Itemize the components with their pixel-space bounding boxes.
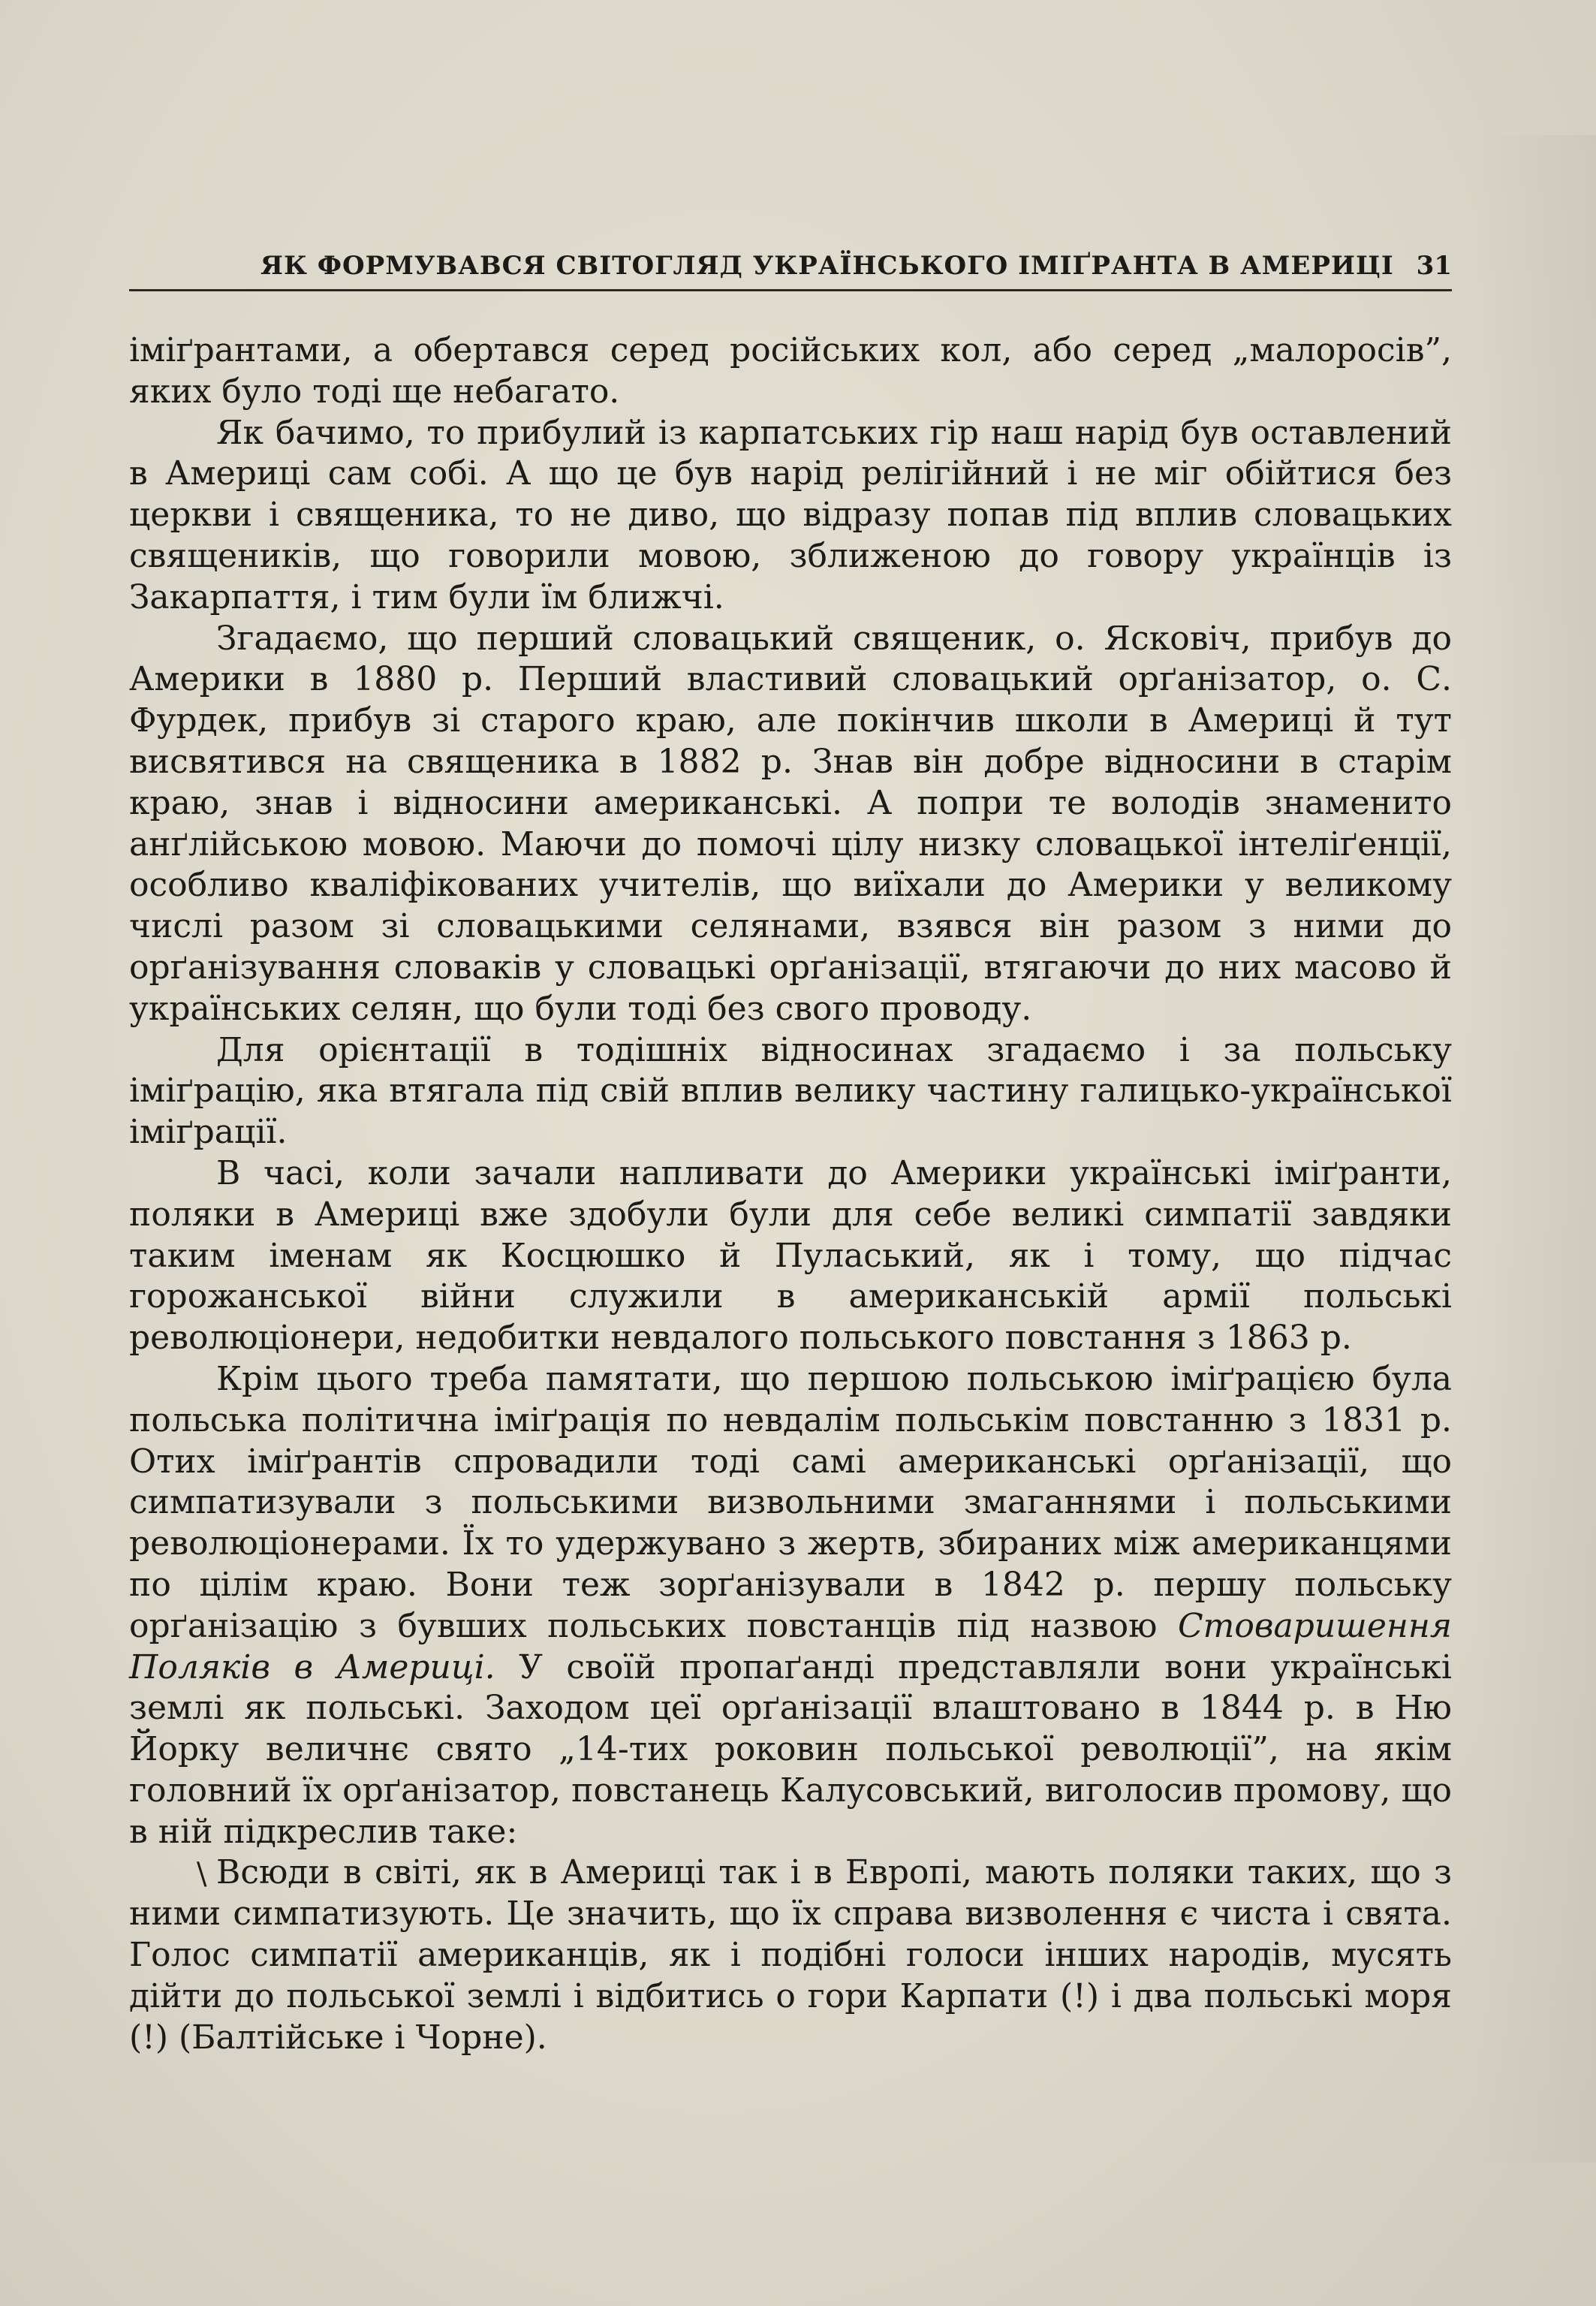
running-title: ЯК ФОРМУВАВСЯ СВІТОГЛЯД УКРАЇНСЬКОГО ІМІҐРАНТА В АМЕРИЦІ	[260, 251, 1394, 281]
paragraph-6-start: Крім цього треба памятати, що першою польською іміґрацією була польська політична іміґрація по невдалім польськім повстанню з 1831 р. Отих іміґрантів спровадили тоді самі американські орґанізації, що симпатизували з польськими визвольними змаганнями і польськими революціонерами. Їх то удержувано з жертв, збираних між американцями по цілім краю. Вони теж зорґанізували в 1842 р. першу польську орґанізацію з бувших польських повстанців під назвою	[129, 1359, 1452, 1645]
header-rule	[129, 289, 1452, 291]
page-number: 31	[1416, 251, 1452, 281]
paragraph-5: В часі, коли зачали напливати до Америки українські іміґранти, поляки в Америці вже здобули були для себе великі симпатії завдяки таким іменам як Косцюшко й Пуласький, як і тому, що підчас горожанської війни служили в американській армії польські революціонери, недобитки невдалого польського повстання з 1863 р.	[129, 1153, 1452, 1358]
quotation-text: Всюди в світі, як в Америці так і в Европі, мають поляки таких, що з ними симпатизують. Це значить, що їх справа визволення є чиста і свята. Голос симпатії американців, як і подібні голоси інших народів, мусять дійти до польської землі і відбитись о гори Карпати (!) і два польські моря (!) (Балтійське і Чорне).	[129, 1853, 1452, 2057]
paragraph-4: Для орієнтації в тодішніх відносинах згадаємо і за польську іміґрацію, яка втягала під свій вплив велику частину галицько-української іміґрації.	[129, 1030, 1452, 1152]
paragraph-2: Як бачимо, то прибулий із карпатських гір наш нарід був оставлений в Америці сам собі. А що це був нарід релігійний і не міг обійтися без церкви і священика, то не диво, що відразу попав під вплив словацьких священиків, що говорили мовою, зближеною до говору українців із Закарпаття, і тим були їм ближчі.	[129, 413, 1452, 616]
organization-name: Стоваришення Поляків в Америці.	[129, 1606, 1452, 1687]
paragraph-6-end: У своїй пропаґанді представляли вони українські землі як польські. Заходом цеї орґанізації влаштовано в 1844 р. в Ню Йорку величнє свято „14-тих роковин польської революції”, на якім головний їх орґанізатор, повстанець Калусовський, виголосив промову, що в ній підкреслив таке:	[129, 1647, 1452, 1851]
paragraph-1: іміґрантами, а обертався серед російських кол, або серед „малоросів”, яких було тоді ще небагато.	[129, 331, 1452, 411]
facing-page-bleed	[1476, 135, 1596, 2163]
margin-mark: \	[197, 1857, 207, 1892]
paragraph-6	[129, 1359, 1452, 1853]
quotation	[129, 1852, 1452, 2058]
body-text	[129, 330, 1452, 2058]
paragraph-3: Згадаємо, що перший словацький священик, о. Ясковіч, прибув до Америки в 1880 р. Перший властивий словацький орґанізатор, о. С. Фурдек, прибув зі старого краю, але покінчив школи в Америці й тут висвятився на священика в 1882 р. Знав він добре відносини в старім краю, знав і відносини американські. А попри те володів знаменито анґлійською мовою. Маючи до помочі цілу низку словацької інтеліґенції, особливо кваліфікованих учителів, що виїхали до Америки у великому числі разом зі словацькими селянами, взявся він разом з ними до орґанізування словаків у словацькі орґанізації, втягаючи до них масово й українських селян, що були тоді без свого проводу.	[129, 619, 1452, 1028]
